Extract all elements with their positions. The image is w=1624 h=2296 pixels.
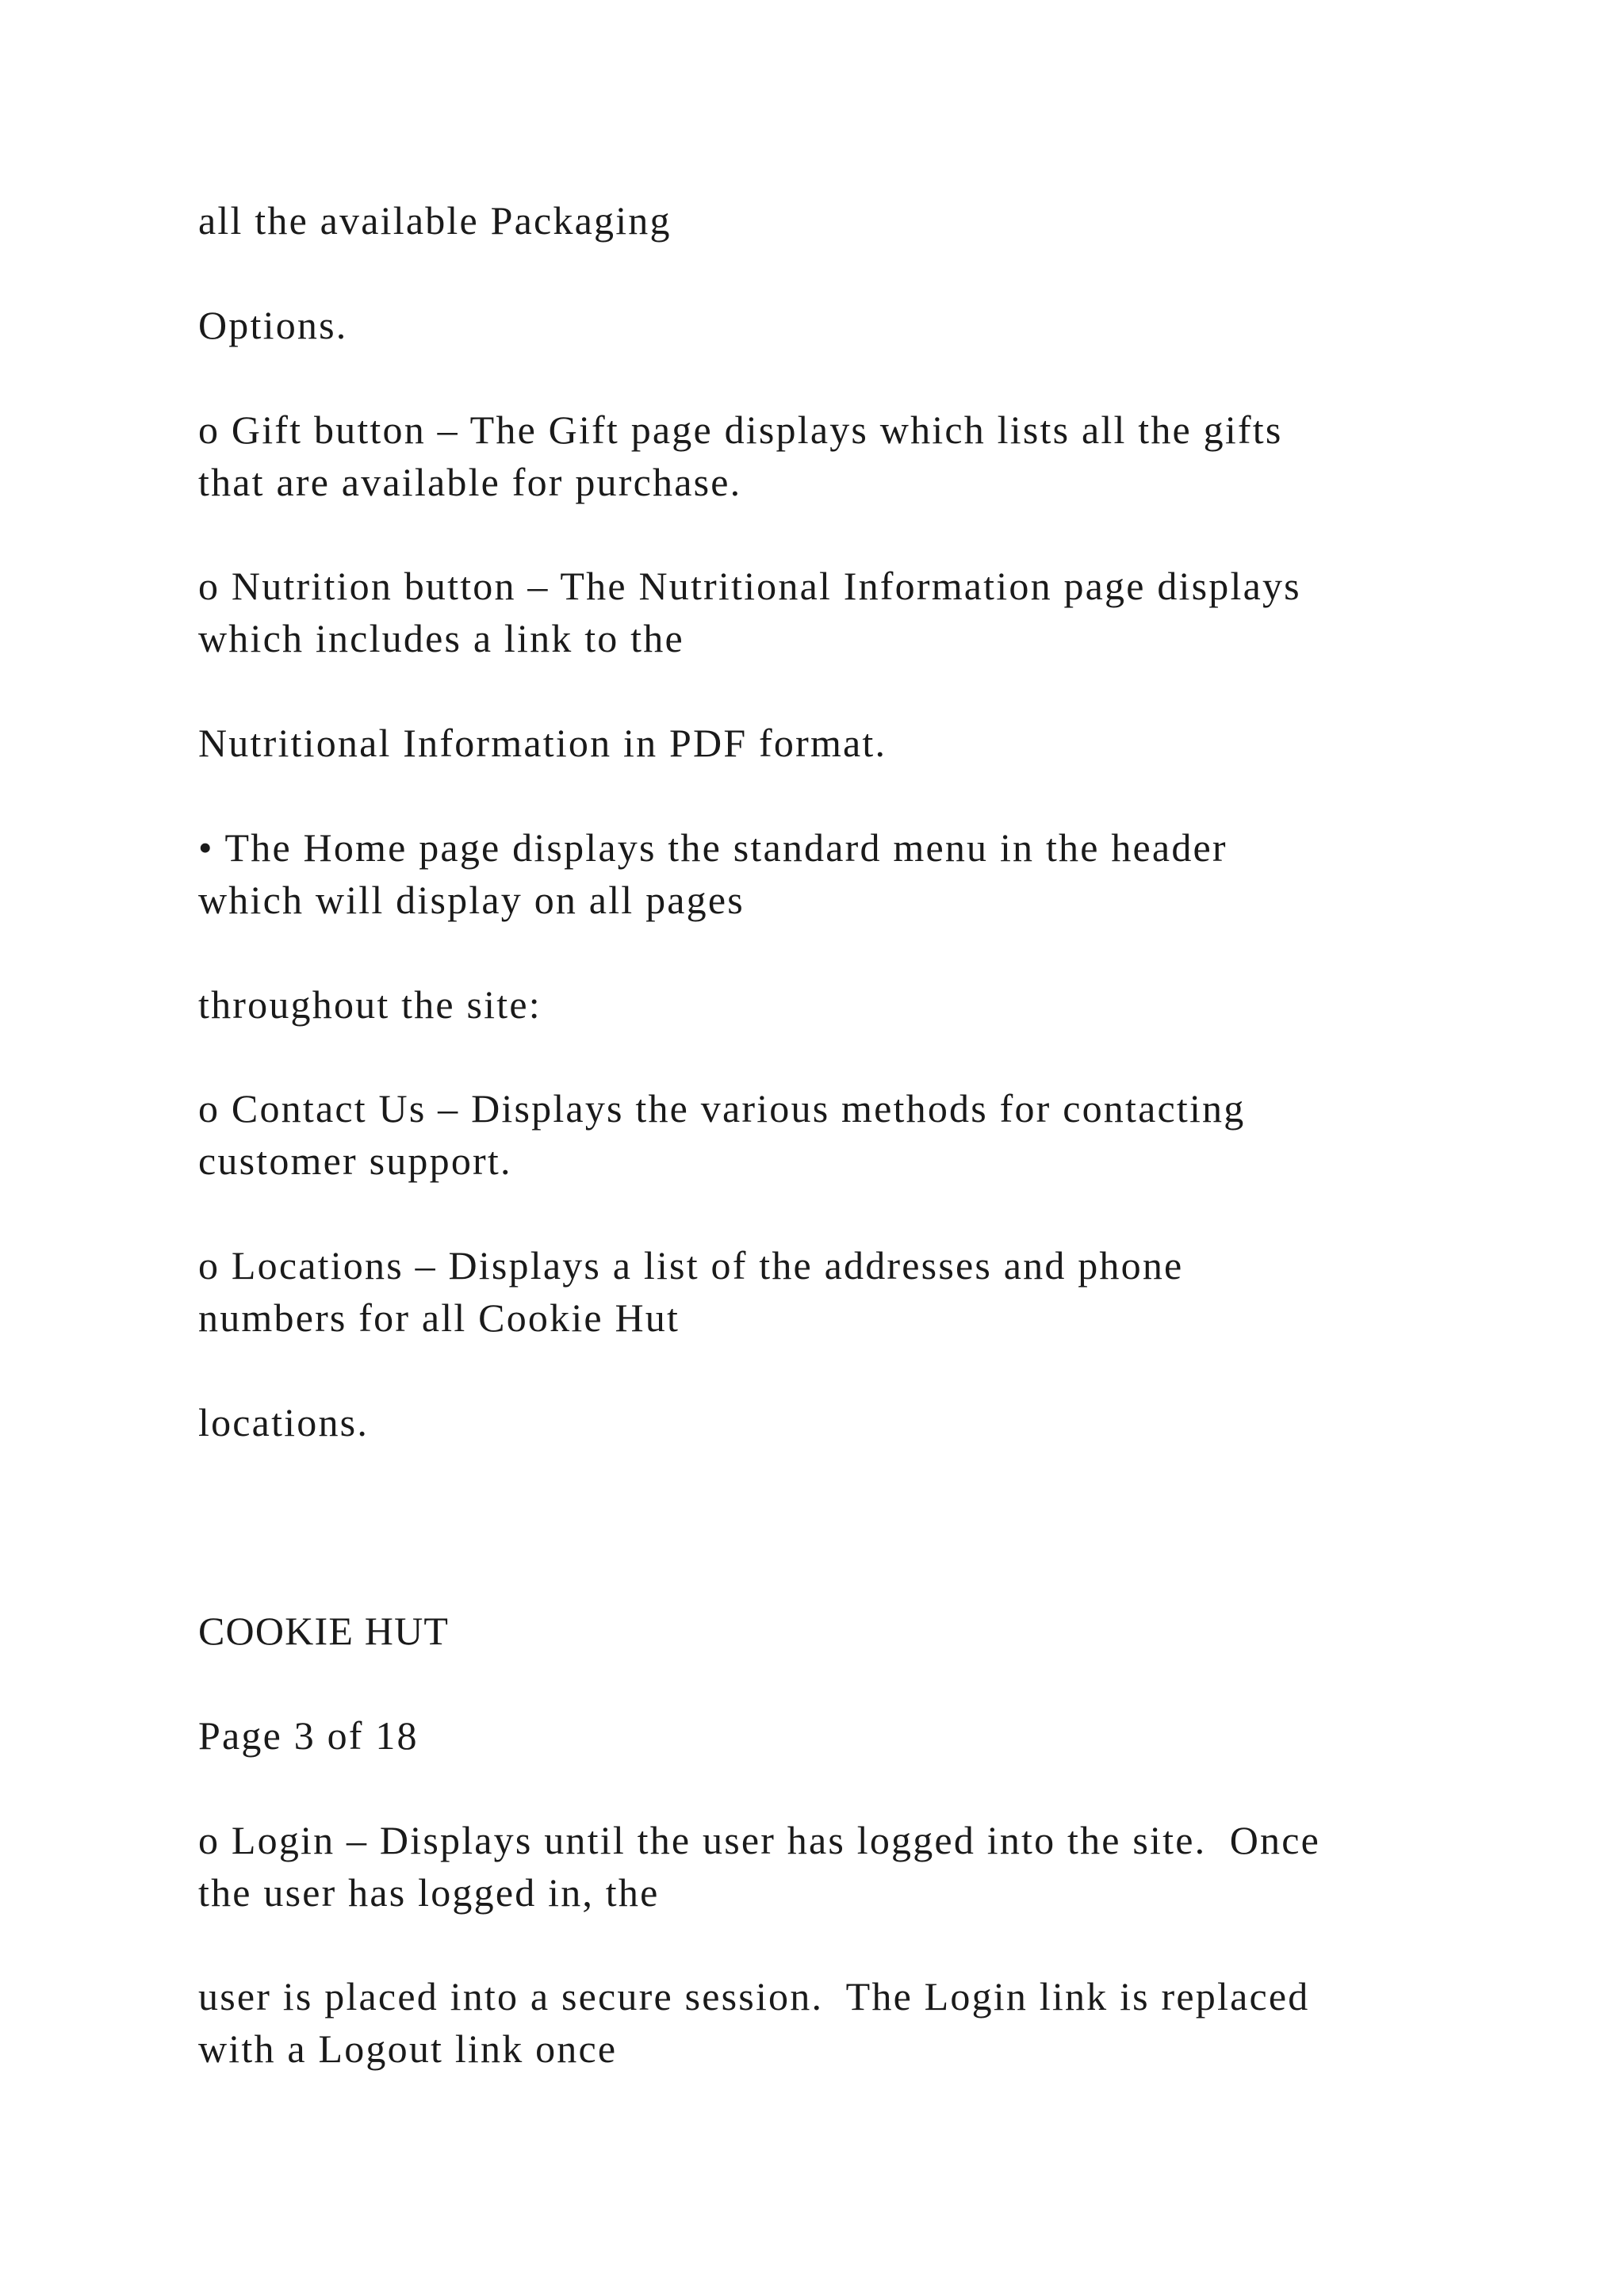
text-line: • The Home page displays the standard menu in the header bbox=[198, 825, 1228, 870]
text-line: customer support. bbox=[198, 1138, 512, 1183]
text-line: o Locations – Displays a list of the addresses and phone bbox=[198, 1243, 1184, 1288]
text-line: o Gift button – The Gift page displays which lists all the gifts bbox=[198, 408, 1283, 452]
text-line: o Contact Us – Displays the various methods for contacting bbox=[198, 1086, 1246, 1131]
text-line: locations. bbox=[198, 1400, 370, 1445]
running-header: COOKIE HUT bbox=[198, 1609, 450, 1653]
text-line: Options. bbox=[198, 303, 348, 347]
text-line: which will display on all pages bbox=[198, 878, 745, 922]
text-line: o Nutrition button – The Nutritional Information page displays bbox=[198, 564, 1301, 608]
page-number: Page 3 of 18 bbox=[198, 1713, 419, 1758]
text-line: throughout the site: bbox=[198, 982, 542, 1027]
text-line: which includes a link to the bbox=[198, 616, 684, 660]
text-line: user is placed into a secure session. The Login link is replaced bbox=[198, 1974, 1310, 2019]
text-line: the user has logged in, the bbox=[198, 1870, 660, 1915]
text-line: o Login – Displays until the user has logged into the site. Once bbox=[198, 1818, 1321, 1862]
text-line: that are available for purchase. bbox=[198, 460, 742, 504]
text-line: numbers for all Cookie Hut bbox=[198, 1295, 680, 1340]
text-line: Nutritional Information in PDF format. bbox=[198, 721, 887, 765]
text-line: all the available Packaging bbox=[198, 198, 672, 243]
text-line: with a Logout link once bbox=[198, 2026, 618, 2071]
